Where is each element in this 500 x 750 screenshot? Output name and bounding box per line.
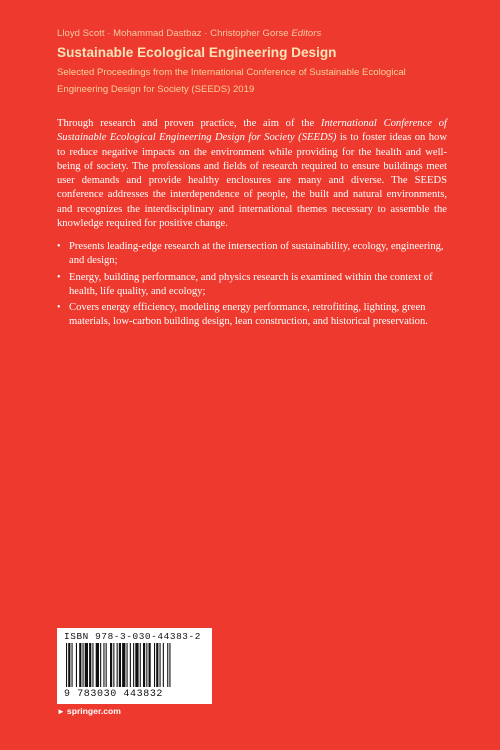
intro-part2: is to foster ideas on how to reduce negative impacts on the environment while providing for the health and well-being of society. The professions and fields of research required to ensure buildings meet user demands and provide healthy enclosures are many and diverse. The SEEDS conference addresses the interdependence of people, the built and natural environments, and recognizes the interdisciplinary and international themes necessary to assemble the knowledge required for positive change. (57, 132, 447, 230)
arrow-right-icon: ► (57, 707, 65, 716)
editors-line (57, 28, 457, 39)
publisher-url: springer.com (66, 706, 121, 716)
book-subtitle: Selected Proceedings from the International Conference of Sustainable Ecological Engineering Design for Society (SEEDS) 2019 (57, 67, 406, 95)
barcode-number: 9 783030 443832 (64, 689, 164, 700)
barcode-bars-icon (58, 643, 211, 689)
list-item (57, 271, 447, 300)
intro-italic: International Conference of Sustainable Ecological Engineering Design for Society (SEEDS) (57, 118, 447, 144)
bullet-icon: • (57, 241, 61, 252)
isbn-barcode (57, 628, 212, 704)
editors-role: Editors (291, 28, 322, 39)
bullet-icon: • (57, 271, 61, 283)
description (57, 117, 447, 231)
list-item (57, 240, 447, 269)
back-cover-header (57, 28, 457, 98)
isbn-label: ISBN 978-3-030-44383-2 (64, 631, 201, 642)
feature-list (57, 240, 447, 332)
description-paragraph (57, 117, 447, 231)
intro-part1: Through research and proven practice, the aim of the (57, 118, 321, 129)
book-title: Sustainable Ecological Engineering Design (57, 45, 337, 60)
bullet-text: Energy, building performance, and physics research is examined within the context of health, life quality, and ecology; (69, 271, 433, 297)
list-item (57, 301, 447, 330)
bullet-text: Covers energy efficiency, modeling energy performance, retrofitting, lighting, green materials, low-carbon building design, lean construction, and historical preservation. (69, 302, 428, 328)
bullet-icon: • (57, 302, 61, 314)
publisher-link[interactable] (57, 706, 121, 716)
bullet-text: Presents leading-edge research at the intersection of sustainability, ecology, engineering, and design; (69, 241, 444, 267)
editors-names: Lloyd Scott · Mohammad Dastbaz · Christopher Gorse (57, 28, 289, 39)
